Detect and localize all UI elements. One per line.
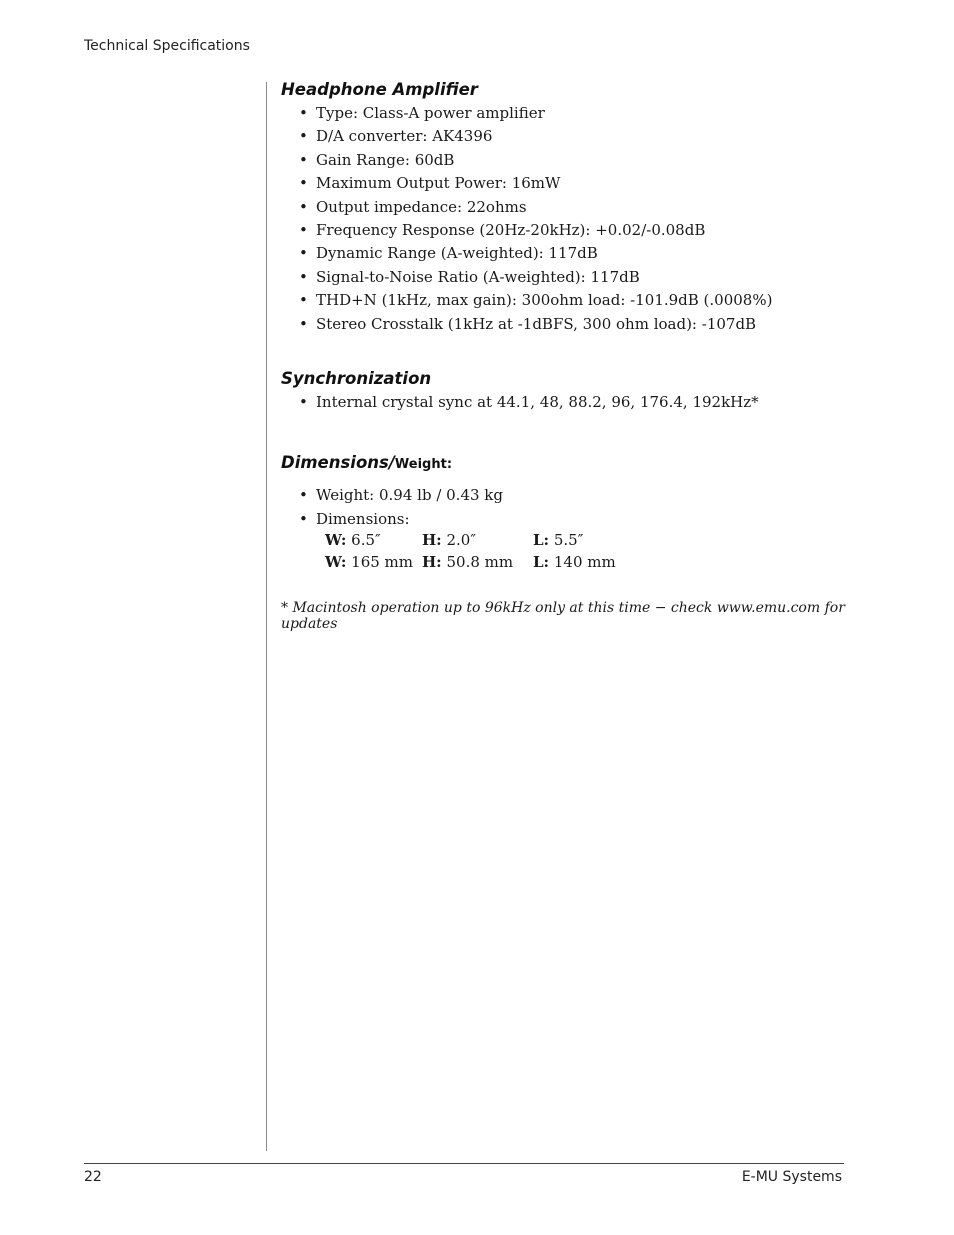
list-item: • Gain Range: 60dB [299, 150, 455, 169]
dimensions-section [281, 452, 881, 575]
list-item: • Maximum Output Power: 16mW [299, 174, 561, 193]
section-heading-dimensions: Dimensions/Weight: [281, 453, 453, 473]
margin-rule [266, 82, 267, 1151]
list-item: • Stereo Crosstalk (1kHz at -1dBFS, 300 ohm load): -107dB [299, 314, 757, 333]
list-item: • D/A converter: AK4396 [299, 127, 493, 146]
list-item: • Internal crystal sync at 44.1, 48, 88.2, 96, 176.4, 192kHz* [299, 393, 759, 412]
synchronization-section [281, 368, 881, 414]
table-cell: W: 6.5″ [325, 531, 381, 550]
footnote: * Macintosh operation up to 96kHz only at this time − check www.emu.com for updates [281, 600, 845, 633]
footer-rule [84, 1163, 844, 1164]
sync-spec-list [281, 391, 881, 414]
main-content [281, 79, 881, 646]
headphone-amplifier-section [281, 79, 881, 336]
table-cell: W: 165 mm [325, 553, 414, 572]
table-cell: L: 140 mm [533, 553, 616, 572]
list-item: • Dimensions: [299, 509, 410, 528]
list-item: • Type: Class-A power amplifier [299, 104, 545, 122]
page-number: 22 [84, 1169, 102, 1185]
list-item: • Weight: 0.94 lb / 0.43 kg [299, 486, 503, 505]
list-item: • Output impedance: 22ohms [299, 197, 527, 216]
footer-brand: E-MU Systems [741, 1169, 842, 1185]
table-row [325, 531, 616, 553]
list-item: • Dynamic Range (A-weighted): 117dB [299, 244, 598, 263]
section-heading-headphone: Headphone Amplifier [281, 80, 478, 99]
section-heading-subtitle: Weight: [394, 457, 453, 473]
section-heading-synchronization: Synchronization [281, 369, 432, 389]
table-row [325, 553, 616, 575]
list-item: • Signal-to-Noise Ratio (A-weighted): 117dB [299, 267, 640, 286]
table-cell: H: 2.0″ [422, 531, 476, 550]
table-cell: H: 50.8 mm [422, 553, 514, 572]
dimensions-table [325, 531, 616, 575]
running-header: Technical Specifications [84, 38, 250, 54]
headphone-spec-list [281, 102, 881, 336]
list-item: • Frequency Response (20Hz-20kHz): +0.02/-0.08dB [299, 221, 706, 240]
dimensions-spec-list [281, 484, 881, 531]
list-item: • THD+N (1kHz, max gain): 300ohm load: -101.9dB (.0008%) [299, 291, 773, 310]
table-cell: L: 5.5″ [533, 531, 584, 550]
